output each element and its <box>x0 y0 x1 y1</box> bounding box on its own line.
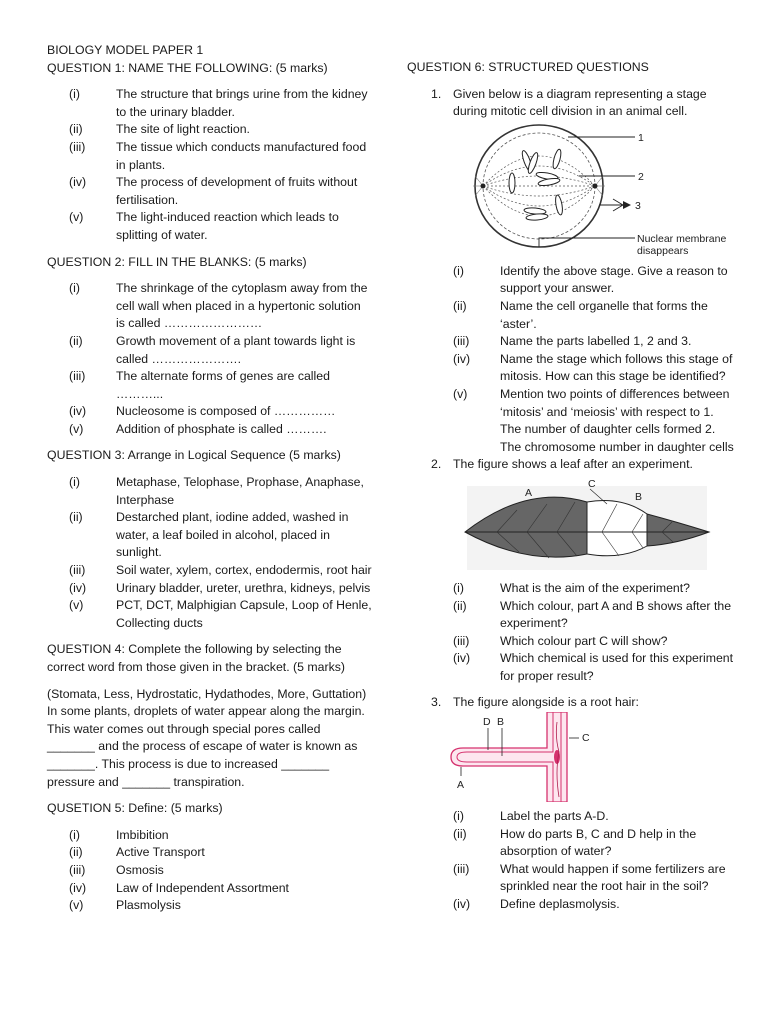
list-item: (iv) Nucleosome is composed of …………… <box>69 404 336 419</box>
list-item: (i) Imbibition <box>69 827 169 842</box>
q3-list <box>47 474 372 632</box>
list-item: (ii) Growth movement of a plant towards light is called …………………. <box>69 333 356 366</box>
list-item: (iii) Soil water, xylem, cortex, endodermis, root hair <box>69 563 372 578</box>
list-item: (ii) Active Transport <box>69 845 205 860</box>
q4-heading: QUESTION 4: Complete the following by selecting the correct word from those given in the bracket. (5 marks) <box>47 642 345 674</box>
q6-part-3-subs <box>407 808 737 914</box>
q6-part-3: 3. The figure alongside is a root hair: <box>431 695 639 710</box>
list-item: (ii) Which colour, part A and B shows after the experiment? <box>453 598 732 631</box>
list-item: (v) Addition of phosphate is called ………. <box>69 421 327 436</box>
cell-label-3: 3 <box>635 199 641 212</box>
leaf-label-a: A <box>525 486 533 499</box>
leaf-label-c: C <box>588 477 596 490</box>
cell-label-nuclear-membrane: Nuclear membrane <box>637 232 727 245</box>
left-column <box>47 42 372 915</box>
list-item: (iv) Urinary bladder, ureter, urethra, kidneys, pelvis <box>69 580 371 595</box>
q5-heading: QUSETION 5: Define: (5 marks) <box>47 801 223 816</box>
list-item: (iii) What would happen if some fertilizers are sprinkled near the root hair in the soil? <box>453 861 726 894</box>
q2-heading: QUESTION 2: FILL IN THE BLANKS: (5 marks) <box>47 254 307 269</box>
list-item: (iv) Which chemical is used for this experiment for proper result? <box>453 651 734 683</box>
q6-part-2-subs <box>407 580 737 686</box>
list-item: (i) The shrinkage of the cytoplasm away from the cell wall when placed in a hypertonic solution is called …………………… <box>69 281 368 331</box>
list-item: (i) Identify the above stage. Give a reason to support your answer. <box>453 263 728 296</box>
q2-list <box>47 280 372 438</box>
list-item: (v) Mention two points of differences between ‘mitosis’ and ‘meiosis’ with respect to 1. The number of daughter cells formed 2. The chromosome number in daughter cells <box>453 386 734 454</box>
q1-heading: QUESTION 1: NAME THE FOLLOWING: (5 marks) <box>47 60 328 75</box>
root-label-d: D <box>483 716 491 729</box>
q4-body: (Stomata, Less, Hydrostatic, Hydathodes, More, Guttation) In some plants, droplets of water appear along the margin. This water comes out through special pores called _______ and the process of escape of water is known as _______. This process is due to increased _______ pressure and _______ transpiration. <box>47 686 367 789</box>
list-item: (ii) Destarched plant, iodine added, washed in water, a leaf boiled in alcohol, placed in sunlight. <box>69 510 349 560</box>
q6-part-1-subs <box>407 263 737 457</box>
leaf-experiment-figure <box>407 474 737 574</box>
q3-heading: QUESTION 3: Arrange in Logical Sequence (5 marks) <box>47 448 341 463</box>
list-item: (v) PCT, DCT, Malphigian Capsule, Loop of Henle, Collecting ducts <box>69 598 372 630</box>
list-item: (iii) Name the parts labelled 1, 2 and 3. <box>453 334 692 349</box>
right-column <box>407 59 737 914</box>
list-item: (i) The structure that brings urine from the kidney to the urinary bladder. <box>69 87 368 119</box>
list-item: (v) The light-induced reaction which leads to splitting of water. <box>69 210 339 242</box>
list-item: (iv) Define deplasmolysis. <box>453 897 620 912</box>
paper-title: BIOLOGY MODEL PAPER 1 <box>47 43 204 57</box>
list-item: (v) Plasmolysis <box>69 898 181 913</box>
list-item: (iv) Law of Independent Assortment <box>69 880 289 895</box>
list-item: (ii) The site of light reaction. <box>69 122 250 137</box>
list-item: (iii) The tissue which conducts manufactured food in plants. <box>69 139 367 172</box>
root-label-a: A <box>457 779 465 792</box>
q6-heading: QUESTION 6: STRUCTURED QUESTIONS <box>407 60 649 74</box>
q6-part-1: 1. Given below is a diagram representing a stage during mitotic cell division in an animal cell. <box>431 86 707 119</box>
mitosis-cell-diagram <box>407 121 737 257</box>
root-label-b: B <box>497 716 505 729</box>
list-item: (iii) Osmosis <box>69 862 164 877</box>
q1-list <box>47 86 372 244</box>
list-item: (iv) The process of development of fruits without fertilisation. <box>69 175 358 207</box>
root-label-c: C <box>582 732 590 745</box>
list-item: (ii) How do parts B, C and D help in the absorption of water? <box>453 826 697 859</box>
list-item: (i) Label the parts A-D. <box>453 809 609 824</box>
list-item: (i) Metaphase, Telophase, Prophase, Anaphase, Interphase <box>69 475 364 507</box>
list-item: (ii) Name the cell organelle that forms the ‘aster’. <box>453 298 708 331</box>
list-item: (i) What is the aim of the experiment? <box>453 580 691 595</box>
list-item: (iii) Which colour part C will show? <box>453 633 668 648</box>
q6-part-2: 2. The figure shows a leaf after an experiment. <box>431 457 693 472</box>
leaf-label-b: B <box>635 490 643 503</box>
cell-label-2: 2 <box>638 170 644 183</box>
list-item: (iii) The alternate forms of genes are called ………... <box>69 369 330 401</box>
cell-label-disappears: disappears <box>637 244 689 257</box>
list-item: (iv) Name the stage which follows this stage of mitosis. How can this stage be identified? <box>453 351 733 384</box>
q5-list <box>47 827 372 915</box>
cell-label-1: 1 <box>638 131 644 144</box>
root-hair-figure <box>407 712 737 802</box>
